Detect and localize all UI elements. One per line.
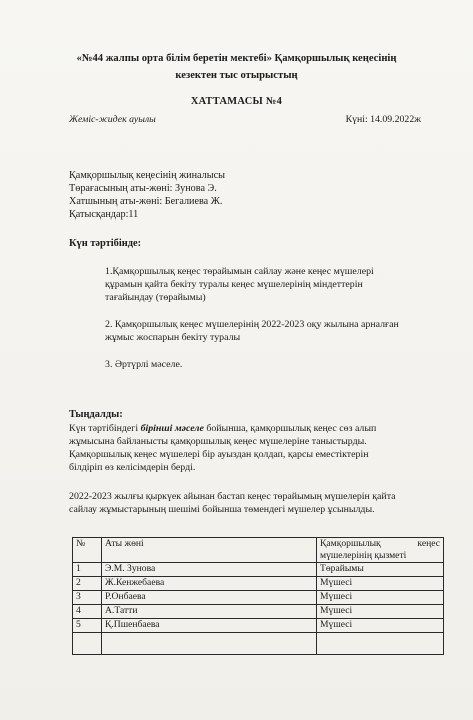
row-name: А.Татти [102,605,317,619]
header-number: № [73,538,102,563]
document-title-line2: кезектен тыс отырыстың [175,70,298,81]
listened-paragraph-1-line4: білдіріп өз келісімдерін берді. [69,462,196,473]
row-role: Төрайымы [317,563,444,577]
table-row [73,633,444,655]
row-role: Мүшесі [317,577,444,591]
table-row [73,563,444,577]
listened-paragraph-1-line2: жұмысына байланысты қамқоршылық кеңес мүшелеріне таныстырды. [69,436,367,447]
agenda-item-1-line3: тағайындау (төрайымы) [105,292,206,303]
protocol-label: ХАТТАМАСЫ №4 [190,96,283,107]
row-role: Мүшесі [317,605,444,619]
header-name: Аты жөні [102,538,317,563]
meeting-place: Жеміс-жидек ауылы [69,114,156,125]
table-row [73,591,444,605]
row-role [317,633,444,655]
chair-name: Төрағасының аты-жөні: Зунова Э. [69,183,217,194]
listened-heading: Тыңдалды: [69,409,123,420]
agenda-item-3: 3. Әртүрлі мәселе. [105,359,183,370]
table-row [73,619,444,633]
row-number: 3 [73,591,102,605]
row-name: Ж.Кенжебаева [102,577,317,591]
members-table [72,537,444,655]
table-header-row [73,538,444,563]
agenda-item-1-line2: құрамын қайта бекіту туралы кеңес мүшелерінің міндеттерін [105,279,363,290]
row-name: Қ.Пшенбаева [102,619,317,633]
row-name [102,633,317,655]
meeting-type: Қамқоршылық кеңесінің жиналысы [69,170,225,181]
listened-paragraph-1-line3: Қамқоршылық кеңес мүшелері бір ауыздан қолдап, қарсы еместіктерін [69,449,369,460]
table-row [73,605,444,619]
first-issue-emphasis: бірінші мәселе [140,423,204,434]
row-role: Мүшесі [317,591,444,605]
row-name: Р.Онбаева [102,591,317,605]
listened-paragraph-1-line1: Күн тәртібіндегі бірінші мәселе бойынша, қамқоршылық кеңес сөз алып [69,423,377,434]
row-name: Э.М. Зунова [102,563,317,577]
participants-count: Қатысқандар:11 [69,209,139,220]
document-title-line1: «№44 жалпы орта білім беретін мектебі» Қамқоршылық кеңесінің [76,53,397,64]
row-number: 4 [73,605,102,619]
header-role: Қамқоршылық кеңес мүшелерінің қызметі [317,538,444,563]
row-number: 1 [73,563,102,577]
agenda-item-1-line1: 1.Қамқоршылық кеңес төрайымын сайлау және кеңес мүшелері [105,266,374,277]
row-number [73,633,102,655]
row-role: Мүшесі [317,619,444,633]
listened-paragraph-2-line2: сайлау жұмыстарының шешімі бойынша төмендегі мүшелер ұсынылды. [69,504,375,515]
agenda-heading: Күн тәртібінде: [69,238,142,249]
row-number: 5 [73,619,102,633]
meeting-date: Күні: 14.09.2022ж [345,114,421,125]
table-row [73,577,444,591]
listened-paragraph-2-line1: 2022-2023 жылғы қыркүек айынан бастап кеңес төрайымың мүшелерін қайта [69,491,396,502]
row-number: 2 [73,577,102,591]
agenda-item-2-line1: 2. Қамқоршылық кеңес мүшелерінің 2022-2023 оқу жылына арналған [105,319,399,330]
agenda-item-2-line2: жұмыс жоспарын бекіту туралы [105,332,241,343]
secretary-name: Хатшының аты-жөні: Бегалиева Ж. [69,196,223,207]
